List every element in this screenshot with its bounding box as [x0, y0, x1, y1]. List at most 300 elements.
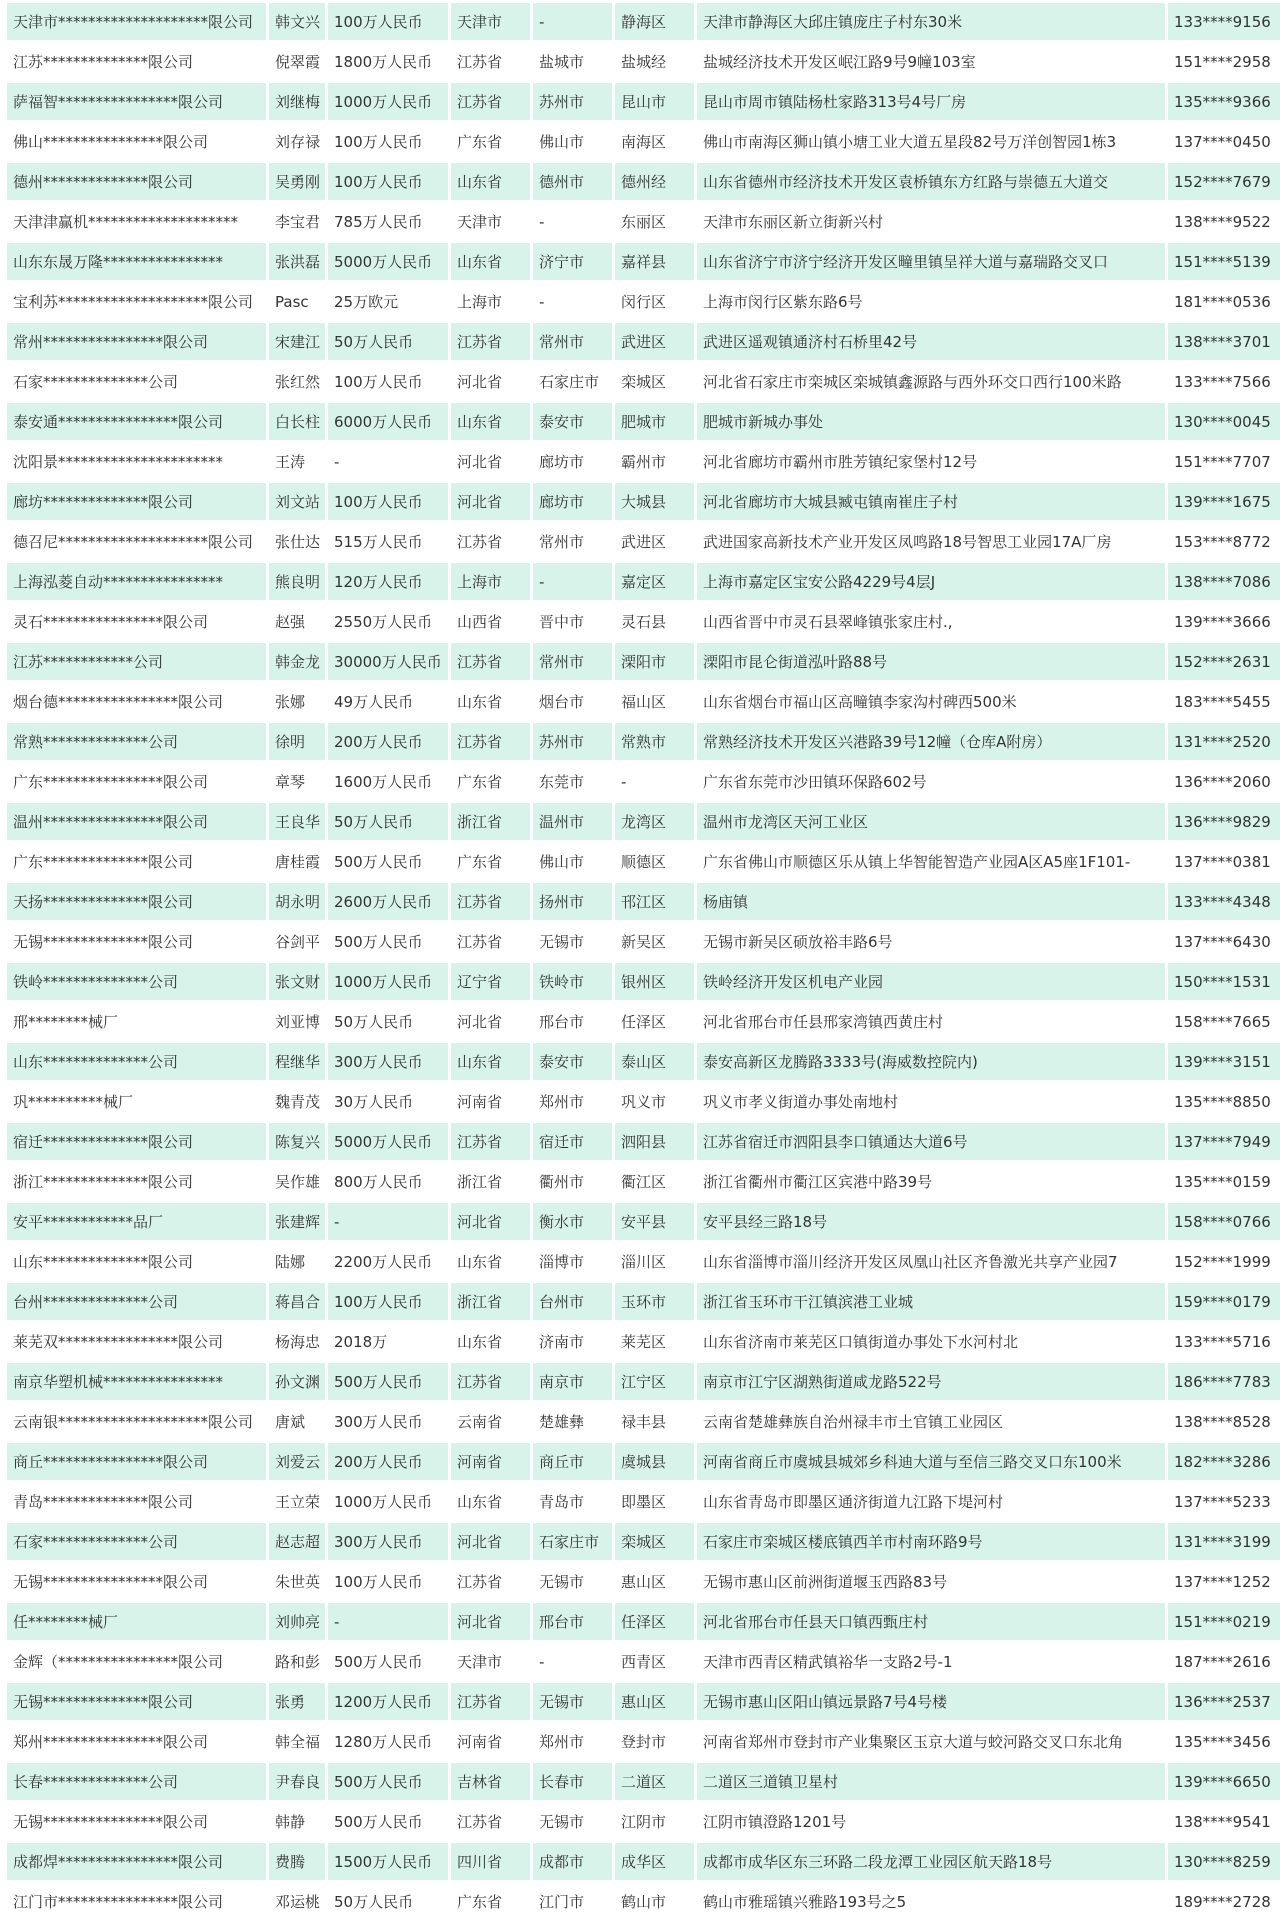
- cell-district: 银州区: [615, 963, 694, 1000]
- cell-city: -: [533, 3, 612, 40]
- cell-phone: 139****3151: [1168, 1043, 1280, 1080]
- cell-company-name: 郑州****************限公司: [7, 1723, 266, 1760]
- cell-province: 江苏省: [451, 883, 530, 920]
- table-row: [7, 1043, 1280, 1080]
- cell-registered-capital: 25万欧元: [328, 283, 448, 320]
- cell-district: 常熟市: [615, 723, 694, 760]
- cell-district: 虞城县: [615, 1443, 694, 1480]
- cell-company-name: 上海泓菱自动****************: [7, 563, 266, 600]
- cell-company-name: 烟台德****************限公司: [7, 683, 266, 720]
- cell-address: 昆山市周市镇陆杨杜家路313号4号厂房: [697, 83, 1165, 120]
- cell-city: 石家庄市: [533, 1523, 612, 1560]
- cell-phone: 136****2060: [1168, 763, 1280, 800]
- cell-city: -: [533, 283, 612, 320]
- cell-district: 安平县: [615, 1203, 694, 1240]
- cell-address: 浙江省衢州市衢江区宾港中路39号: [697, 1163, 1165, 1200]
- cell-registered-capital: 100万人民币: [328, 1283, 448, 1320]
- cell-legal-rep: 魏青茂: [269, 1083, 325, 1120]
- cell-company-name: 天津市********************限公司: [7, 3, 266, 40]
- cell-registered-capital: 1000万人民币: [328, 963, 448, 1000]
- cell-phone: 138****9522: [1168, 203, 1280, 240]
- cell-district: 即墨区: [615, 1483, 694, 1520]
- cell-registered-capital: 100万人民币: [328, 1563, 448, 1600]
- cell-legal-rep: 徐明: [269, 723, 325, 760]
- cell-district: 玉环市: [615, 1283, 694, 1320]
- cell-district: 灵石县: [615, 603, 694, 640]
- table-row: [7, 843, 1280, 880]
- cell-phone: 138****7086: [1168, 563, 1280, 600]
- cell-address: 江苏省宿迁市泗阳县李口镇通达大道6号: [697, 1123, 1165, 1160]
- cell-province: 河南省: [451, 1083, 530, 1120]
- cell-company-name: 广东****************限公司: [7, 763, 266, 800]
- table-row: [7, 683, 1280, 720]
- cell-province: 浙江省: [451, 1283, 530, 1320]
- cell-legal-rep: 倪翠霞: [269, 43, 325, 80]
- cell-city: 郑州市: [533, 1083, 612, 1120]
- cell-registered-capital: 2600万人民币: [328, 883, 448, 920]
- cell-company-name: 佛山****************限公司: [7, 123, 266, 160]
- cell-company-name: 铁岭**************公司: [7, 963, 266, 1000]
- cell-district: 大城县: [615, 483, 694, 520]
- cell-city: -: [533, 203, 612, 240]
- cell-registered-capital: 2200万人民币: [328, 1243, 448, 1280]
- cell-legal-rep: 刘继梅: [269, 83, 325, 120]
- table-row: [7, 1883, 1280, 1920]
- cell-legal-rep: 章琴: [269, 763, 325, 800]
- cell-district: 邗江区: [615, 883, 694, 920]
- cell-address: 无锡市新吴区硕放裕丰路6号: [697, 923, 1165, 960]
- cell-phone: 135****9366: [1168, 83, 1280, 120]
- cell-legal-rep: 熊良明: [269, 563, 325, 600]
- cell-district: 昆山市: [615, 83, 694, 120]
- cell-city: 廊坊市: [533, 443, 612, 480]
- table-row: [7, 763, 1280, 800]
- cell-city: 泰安市: [533, 403, 612, 440]
- table-row: [7, 563, 1280, 600]
- cell-legal-rep: 邓运桃: [269, 1883, 325, 1920]
- cell-address: 铁岭经济开发区机电产业园: [697, 963, 1165, 1000]
- table-row: [7, 1323, 1280, 1360]
- cell-district: 霸州市: [615, 443, 694, 480]
- cell-registered-capital: 1280万人民币: [328, 1723, 448, 1760]
- cell-legal-rep: 孙文渊: [269, 1363, 325, 1400]
- cell-phone: 137****5233: [1168, 1483, 1280, 1520]
- cell-province: 浙江省: [451, 803, 530, 840]
- cell-city: 佛山市: [533, 843, 612, 880]
- cell-registered-capital: 300万人民币: [328, 1043, 448, 1080]
- table-row: [7, 1603, 1280, 1640]
- cell-phone: 139****1675: [1168, 483, 1280, 520]
- cell-province: 河北省: [451, 483, 530, 520]
- cell-legal-rep: 刘亚博: [269, 1003, 325, 1040]
- table-row: [7, 323, 1280, 360]
- cell-city: 常州市: [533, 643, 612, 680]
- cell-city: 无锡市: [533, 1803, 612, 1840]
- cell-phone: 136****2537: [1168, 1683, 1280, 1720]
- cell-city: 泰安市: [533, 1043, 612, 1080]
- table-row: [7, 603, 1280, 640]
- cell-company-name: 无锡****************限公司: [7, 1563, 266, 1600]
- cell-city: 长春市: [533, 1763, 612, 1800]
- cell-company-name: 常州****************限公司: [7, 323, 266, 360]
- cell-address: 无锡市惠山区前洲街道堰玉西路83号: [697, 1563, 1165, 1600]
- cell-legal-rep: 张娜: [269, 683, 325, 720]
- cell-city: 德州市: [533, 163, 612, 200]
- cell-registered-capital: -: [328, 1203, 448, 1240]
- cell-registered-capital: 100万人民币: [328, 163, 448, 200]
- cell-district: 武进区: [615, 523, 694, 560]
- table-row: [7, 1803, 1280, 1840]
- cell-registered-capital: 1500万人民币: [328, 1843, 448, 1880]
- cell-phone: 135****0159: [1168, 1163, 1280, 1200]
- cell-phone: 151****2958: [1168, 43, 1280, 80]
- table-row: [7, 1283, 1280, 1320]
- cell-registered-capital: 50万人民币: [328, 1883, 448, 1920]
- table-row: [7, 1163, 1280, 1200]
- table-row: [7, 163, 1280, 200]
- cell-registered-capital: 500万人民币: [328, 843, 448, 880]
- cell-district: 嘉祥县: [615, 243, 694, 280]
- cell-address: 南京市江宁区湖熟街道咸龙路522号: [697, 1363, 1165, 1400]
- cell-phone: 137****0450: [1168, 123, 1280, 160]
- table-row: [7, 883, 1280, 920]
- cell-legal-rep: 蒋昌合: [269, 1283, 325, 1320]
- cell-province: 江苏省: [451, 923, 530, 960]
- cell-city: 郑州市: [533, 1723, 612, 1760]
- cell-address: 杨庙镇: [697, 883, 1165, 920]
- cell-registered-capital: 515万人民币: [328, 523, 448, 560]
- table-row: [7, 1003, 1280, 1040]
- cell-province: 广东省: [451, 123, 530, 160]
- cell-address: 溧阳市昆仑街道泓叶路88号: [697, 643, 1165, 680]
- cell-city: 邢台市: [533, 1003, 612, 1040]
- cell-registered-capital: 30万人民币: [328, 1083, 448, 1120]
- cell-registered-capital: 500万人民币: [328, 1763, 448, 1800]
- cell-address: 无锡市惠山区阳山镇远景路7号4号楼: [697, 1683, 1165, 1720]
- cell-district: 惠山区: [615, 1563, 694, 1600]
- cell-company-name: 南京华塑机械****************: [7, 1363, 266, 1400]
- cell-city: 衡水市: [533, 1203, 612, 1240]
- cell-phone: 133****5716: [1168, 1323, 1280, 1360]
- cell-company-name: 石家**************公司: [7, 363, 266, 400]
- cell-province: 山东省: [451, 1043, 530, 1080]
- cell-city: 佛山市: [533, 123, 612, 160]
- cell-phone: 181****0536: [1168, 283, 1280, 320]
- cell-registered-capital: 50万人民币: [328, 323, 448, 360]
- cell-address: 盐城经济技术开发区岷江路9号9幢103室: [697, 43, 1165, 80]
- cell-province: 河北省: [451, 1523, 530, 1560]
- table-row: [7, 403, 1280, 440]
- cell-legal-rep: 宋建江: [269, 323, 325, 360]
- cell-district: 衢江区: [615, 1163, 694, 1200]
- cell-city: 济宁市: [533, 243, 612, 280]
- cell-legal-rep: 赵志超: [269, 1523, 325, 1560]
- cell-legal-rep: 张建辉: [269, 1203, 325, 1240]
- cell-address: 山东省淄博市淄川经济开发区凤凰山社区齐鲁激光共享产业园7: [697, 1243, 1165, 1280]
- cell-company-name: 江门市****************限公司: [7, 1883, 266, 1920]
- cell-phone: 151****0219: [1168, 1603, 1280, 1640]
- cell-province: 河北省: [451, 443, 530, 480]
- cell-district: 德州经: [615, 163, 694, 200]
- cell-city: 江门市: [533, 1883, 612, 1920]
- cell-address: 天津市西青区精武镇裕华一支路2号-1: [697, 1643, 1165, 1680]
- cell-registered-capital: 500万人民币: [328, 1643, 448, 1680]
- table-row: [7, 243, 1280, 280]
- cell-province: 江苏省: [451, 1803, 530, 1840]
- cell-legal-rep: 王立荣: [269, 1483, 325, 1520]
- cell-address: 常熟经济技术开发区兴港路39号12幢（仓库A附房）: [697, 723, 1165, 760]
- cell-district: 溧阳市: [615, 643, 694, 680]
- cell-district: 东丽区: [615, 203, 694, 240]
- table-row: [7, 283, 1280, 320]
- cell-company-name: 山东**************公司: [7, 1043, 266, 1080]
- cell-company-name: 山东东晟万隆****************: [7, 243, 266, 280]
- cell-registered-capital: 49万人民币: [328, 683, 448, 720]
- cell-legal-rep: 刘存禄: [269, 123, 325, 160]
- cell-registered-capital: 100万人民币: [328, 363, 448, 400]
- cell-phone: 182****3286: [1168, 1443, 1280, 1480]
- cell-city: -: [533, 563, 612, 600]
- table-row: [7, 1683, 1280, 1720]
- cell-province: 四川省: [451, 1843, 530, 1880]
- cell-province: 天津市: [451, 3, 530, 40]
- cell-phone: 139****6650: [1168, 1763, 1280, 1800]
- cell-registered-capital: 5000万人民币: [328, 1123, 448, 1160]
- cell-company-name: 巩**********械厂: [7, 1083, 266, 1120]
- cell-company-name: 莱芜双****************限公司: [7, 1323, 266, 1360]
- cell-province: 河北省: [451, 1603, 530, 1640]
- cell-company-name: 天扬**************限公司: [7, 883, 266, 920]
- cell-phone: 131****2520: [1168, 723, 1280, 760]
- cell-city: 淄博市: [533, 1243, 612, 1280]
- cell-phone: 139****3666: [1168, 603, 1280, 640]
- cell-city: 邢台市: [533, 1603, 612, 1640]
- table-row: [7, 963, 1280, 1000]
- cell-district: 鹤山市: [615, 1883, 694, 1920]
- cell-phone: 138****3701: [1168, 323, 1280, 360]
- cell-province: 广东省: [451, 1883, 530, 1920]
- cell-address: 上海市嘉定区宝安公路4229号4层J: [697, 563, 1165, 600]
- cell-company-name: 无锡****************限公司: [7, 1803, 266, 1840]
- cell-province: 江苏省: [451, 1563, 530, 1600]
- cell-registered-capital: 6000万人民币: [328, 403, 448, 440]
- cell-legal-rep: 张仕达: [269, 523, 325, 560]
- cell-city: 扬州市: [533, 883, 612, 920]
- cell-district: 栾城区: [615, 1523, 694, 1560]
- cell-district: 肥城市: [615, 403, 694, 440]
- cell-address: 天津市静海区大邱庄镇庞庄子村东30米: [697, 3, 1165, 40]
- cell-legal-rep: 费腾: [269, 1843, 325, 1880]
- cell-registered-capital: 785万人民币: [328, 203, 448, 240]
- cell-district: 任泽区: [615, 1603, 694, 1640]
- cell-company-name: 沈阳景**********************: [7, 443, 266, 480]
- cell-legal-rep: 刘爱云: [269, 1443, 325, 1480]
- cell-province: 江苏省: [451, 723, 530, 760]
- cell-city: 无锡市: [533, 923, 612, 960]
- cell-city: 无锡市: [533, 1683, 612, 1720]
- cell-legal-rep: 张文财: [269, 963, 325, 1000]
- cell-city: 盐城市: [533, 43, 612, 80]
- cell-address: 河北省廊坊市霸州市胜芳镇纪家堡村12号: [697, 443, 1165, 480]
- table-row: [7, 1083, 1280, 1120]
- cell-province: 河南省: [451, 1443, 530, 1480]
- cell-phone: 158****7665: [1168, 1003, 1280, 1040]
- cell-province: 江苏省: [451, 1363, 530, 1400]
- cell-registered-capital: 5000万人民币: [328, 243, 448, 280]
- cell-province: 山东省: [451, 163, 530, 200]
- cell-legal-rep: 刘帅亮: [269, 1603, 325, 1640]
- cell-district: 江宁区: [615, 1363, 694, 1400]
- cell-city: 南京市: [533, 1363, 612, 1400]
- cell-phone: 189****2728: [1168, 1883, 1280, 1920]
- cell-company-name: 金辉（****************限公司: [7, 1643, 266, 1680]
- cell-registered-capital: 500万人民币: [328, 1803, 448, 1840]
- cell-city: 衢州市: [533, 1163, 612, 1200]
- cell-phone: 159****0179: [1168, 1283, 1280, 1320]
- cell-address: 云南省楚雄彝族自治州禄丰市土官镇工业园区: [697, 1403, 1165, 1440]
- cell-phone: 136****9829: [1168, 803, 1280, 840]
- cell-company-name: 宿迁**************限公司: [7, 1123, 266, 1160]
- table-row: [7, 643, 1280, 680]
- cell-legal-rep: 白长柱: [269, 403, 325, 440]
- cell-address: 天津市东丽区新立街新兴村: [697, 203, 1165, 240]
- cell-phone: 133****7566: [1168, 363, 1280, 400]
- cell-province: 山东省: [451, 683, 530, 720]
- cell-registered-capital: 100万人民币: [328, 3, 448, 40]
- cell-city: 苏州市: [533, 723, 612, 760]
- cell-registered-capital: 500万人民币: [328, 923, 448, 960]
- cell-address: 河南省郑州市登封市产业集聚区玉京大道与蛟河路交叉口东北角: [697, 1723, 1165, 1760]
- cell-province: 天津市: [451, 1643, 530, 1680]
- cell-province: 山东省: [451, 1323, 530, 1360]
- cell-registered-capital: 300万人民币: [328, 1523, 448, 1560]
- cell-legal-rep: 张红然: [269, 363, 325, 400]
- cell-city: 无锡市: [533, 1563, 612, 1600]
- table-row: [7, 443, 1280, 480]
- table-row: [7, 83, 1280, 120]
- cell-district: 江阴市: [615, 1803, 694, 1840]
- table-row: [7, 1563, 1280, 1600]
- cell-company-name: 邢********械厂: [7, 1003, 266, 1040]
- table-row: [7, 1843, 1280, 1880]
- cell-province: 广东省: [451, 843, 530, 880]
- cell-district: 新吴区: [615, 923, 694, 960]
- cell-company-name: 江苏**************限公司: [7, 43, 266, 80]
- cell-registered-capital: 1600万人民币: [328, 763, 448, 800]
- cell-legal-rep: 路和彭: [269, 1643, 325, 1680]
- cell-province: 广东省: [451, 763, 530, 800]
- cell-company-name: 安平************品厂: [7, 1203, 266, 1240]
- cell-company-name: 云南银********************限公司: [7, 1403, 266, 1440]
- table-row: [7, 1363, 1280, 1400]
- cell-registered-capital: 1800万人民币: [328, 43, 448, 80]
- cell-district: 盐城经: [615, 43, 694, 80]
- cell-province: 江苏省: [451, 83, 530, 120]
- table-row: [7, 123, 1280, 160]
- table-row: [7, 3, 1280, 40]
- cell-district: 武进区: [615, 323, 694, 360]
- cell-registered-capital: 200万人民币: [328, 723, 448, 760]
- cell-company-name: 青岛**************限公司: [7, 1483, 266, 1520]
- cell-city: 常州市: [533, 323, 612, 360]
- cell-province: 山东省: [451, 403, 530, 440]
- company-table: [4, 0, 1280, 1923]
- cell-address: 山东省济宁市济宁经济开发区疃里镇呈祥大道与嘉瑞路交叉口: [697, 243, 1165, 280]
- cell-district: 二道区: [615, 1763, 694, 1800]
- cell-district: 泗阳县: [615, 1123, 694, 1160]
- table-row: [7, 203, 1280, 240]
- table-row: [7, 803, 1280, 840]
- cell-registered-capital: 1200万人民币: [328, 1683, 448, 1720]
- cell-registered-capital: -: [328, 443, 448, 480]
- cell-legal-rep: 张勇: [269, 1683, 325, 1720]
- cell-registered-capital: 50万人民币: [328, 803, 448, 840]
- cell-city: 东莞市: [533, 763, 612, 800]
- cell-company-name: 江苏************公司: [7, 643, 266, 680]
- cell-address: 泰安高新区龙腾路3333号(海威数控院内): [697, 1043, 1165, 1080]
- cell-phone: 133****9156: [1168, 3, 1280, 40]
- cell-address: 安平县经三路18号: [697, 1203, 1165, 1240]
- cell-company-name: 常熟**************公司: [7, 723, 266, 760]
- cell-province: 上海市: [451, 283, 530, 320]
- cell-registered-capital: 100万人民币: [328, 483, 448, 520]
- cell-address: 河北省廊坊市大城县臧屯镇南崔庄子村: [697, 483, 1165, 520]
- cell-registered-capital: 30000万人民币: [328, 643, 448, 680]
- cell-phone: 135****3456: [1168, 1723, 1280, 1760]
- cell-city: 铁岭市: [533, 963, 612, 1000]
- table-row: [7, 923, 1280, 960]
- cell-phone: 130****0045: [1168, 403, 1280, 440]
- cell-registered-capital: -: [328, 1603, 448, 1640]
- cell-district: 成华区: [615, 1843, 694, 1880]
- cell-province: 山西省: [451, 603, 530, 640]
- cell-district: 泰山区: [615, 1043, 694, 1080]
- cell-legal-rep: 朱世英: [269, 1563, 325, 1600]
- cell-legal-rep: 唐斌: [269, 1403, 325, 1440]
- cell-address: 上海市闵行区紫东路6号: [697, 283, 1165, 320]
- cell-phone: 152****1999: [1168, 1243, 1280, 1280]
- table-row: [7, 1643, 1280, 1680]
- cell-company-name: 宝利苏********************限公司: [7, 283, 266, 320]
- cell-city: 宿迁市: [533, 1123, 612, 1160]
- cell-address: 河北省邢台市任县邢家湾镇西黄庄村: [697, 1003, 1165, 1040]
- cell-city: 济南市: [533, 1323, 612, 1360]
- cell-legal-rep: 刘文站: [269, 483, 325, 520]
- cell-legal-rep: 李宝君: [269, 203, 325, 240]
- cell-legal-rep: 谷剑平: [269, 923, 325, 960]
- table-row: [7, 1763, 1280, 1800]
- cell-address: 武进国家高新技术产业开发区凤鸣路18号智思工业园17A厂房: [697, 523, 1165, 560]
- cell-legal-rep: 王良华: [269, 803, 325, 840]
- cell-registered-capital: 120万人民币: [328, 563, 448, 600]
- cell-address: 鹤山市雅瑶镇兴雅路193号之5: [697, 1883, 1165, 1920]
- cell-legal-rep: 陈复兴: [269, 1123, 325, 1160]
- table-row: [7, 483, 1280, 520]
- cell-city: 晋中市: [533, 603, 612, 640]
- cell-province: 浙江省: [451, 1163, 530, 1200]
- table-row: [7, 1483, 1280, 1520]
- cell-company-name: 商丘****************限公司: [7, 1443, 266, 1480]
- cell-registered-capital: 300万人民币: [328, 1403, 448, 1440]
- cell-address: 温州市龙湾区天河工业区: [697, 803, 1165, 840]
- cell-phone: 151****5139: [1168, 243, 1280, 280]
- cell-phone: 186****7783: [1168, 1363, 1280, 1400]
- cell-company-name: 浙江**************限公司: [7, 1163, 266, 1200]
- cell-address: 广东省佛山市顺德区乐从镇上华智能智造产业园A区A5座1F101-: [697, 843, 1165, 880]
- cell-phone: 137****1252: [1168, 1563, 1280, 1600]
- cell-company-name: 廊坊**************限公司: [7, 483, 266, 520]
- cell-province: 山东省: [451, 1483, 530, 1520]
